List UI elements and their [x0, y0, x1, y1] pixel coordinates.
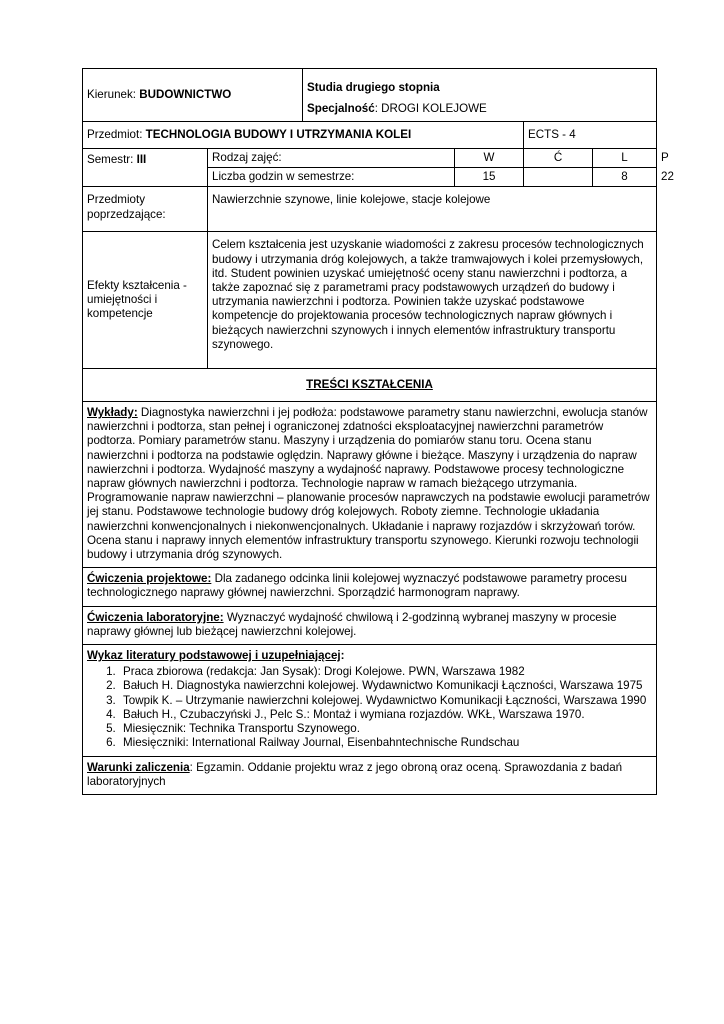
- ects-cell: ECTS - 4: [524, 122, 657, 149]
- poprzedzajace-label: Przedmioty poprzedzające:: [83, 187, 208, 232]
- syllabus-page: [82, 68, 674, 795]
- semestr-label: Semestr:: [87, 153, 137, 166]
- przedmiot-cell: [83, 122, 524, 149]
- literatura-item: 5. Miesięcznik: Technika Transportu Szynowego.: [119, 722, 652, 736]
- hours-c: [524, 168, 593, 187]
- projektowe-cell: [83, 568, 657, 606]
- literatura-cell: [83, 645, 657, 756]
- laboratoryjne-text: Wyznaczyć wydajność chwilową i 2-godzinną wybranej maszyny w procesie naprawy głównej lub bieżącej nawierzchni kolejowej.: [87, 610, 617, 638]
- literatura-item: 6. Miesięczniki: International Railway Journal, Eisenbahntechnische Rundschau: [119, 736, 652, 750]
- warunki-row: [83, 756, 657, 794]
- semestr-value: III: [136, 153, 147, 166]
- warunki-label: Warunki zaliczenia: [87, 760, 190, 774]
- kierunek-value: BUDOWNICTWO: [139, 87, 232, 101]
- przedmiot-label: Przedmiot:: [87, 127, 146, 141]
- literatura-item: 2. Bałuch H. Diagnostyka nawierzchni kolejowej. Wydawnictwo Komunikacji Łączności, Warszawa 1975: [119, 679, 652, 693]
- godziny-row: Liczba godzin w semestrze: 15 8 22: [83, 168, 657, 187]
- hours-w: 15: [455, 168, 524, 187]
- literatura-row: [83, 645, 657, 756]
- warunki-text: : Egzamin. Oddanie projektu wraz z jego obroną oraz oceną. Sprawozdania z badań laboratoryjnych: [87, 760, 623, 788]
- wyklady-label: Wykłady:: [87, 406, 138, 420]
- hours-l: 8: [593, 168, 657, 187]
- header-row: [83, 69, 657, 122]
- warunki-cell: [83, 756, 657, 794]
- tresci-title: TREŚCI KSZTAŁCENIA: [83, 369, 657, 402]
- literatura-heading: [87, 649, 652, 663]
- col-l-header: L: [593, 149, 657, 168]
- laboratoryjne-cell: [83, 606, 657, 644]
- projektowe-text: Dla zadanego odcinka linii kolejowej wyznaczyć podstawowe parametry procesu technologicznego naprawy głównej nawierzchni. Sporządzić harmonogram naprawy.: [87, 572, 627, 600]
- literatura-item: 1. Praca zbiorowa (redakcja: Jan Sysak): Drogi Kolejowe. PWN, Warszawa 1982: [119, 665, 652, 679]
- kierunek-cell: [83, 69, 303, 122]
- efekty-label: Efekty kształcenia - umiejętności i kompetencje: [83, 232, 208, 369]
- tresci-row: [83, 369, 657, 402]
- poprzedzajace-value: Nawierzchnie szynowe, linie kolejowe, stacje kolejowe: [208, 187, 657, 232]
- przedmiot-value: TECHNOLOGIA BUDOWY I UTRZYMANIA KOLEI: [145, 127, 412, 141]
- literatura-item: 4. Bałuch H., Czubaczyński J., Pelc S.: Montaż i wymiana rozjazdów. WKŁ, Warszawa 1970.: [119, 708, 652, 722]
- projektowe-label: Ćwiczenia projektowe:: [87, 572, 212, 586]
- rodzaj-label: Rodzaj zajęć:: [208, 149, 455, 168]
- wyklady-text: Diagnostyka nawierzchni i jej podłoża: podstawowe parametry stanu nawierzchni, ewolucja stanów nawierzchni i podtorza, stan pełnej i ograniczonej zdatności eksploatacyjnej nawierzchni parametrów podtorza. Pomiary parametrów stanu. Maszyny i urządzenia do pomiarów stanu toru. Ocena stanu nawierzchni i podtorza na podstawie oględzin. Naprawy główne i bieżące. Maszyny i urządzenia do napraw nawierzchni i podtorza. Wydajność maszyny a wydajność naprawy. Podstawowe procesy technologiczne napraw głównych nawierzchni i podtorza. Technologie napraw w ramach bieżącego utrzymania. Programowanie napraw nawierzchni – planowanie procesów naprawczych na podstawie ewolucji parametrów jej stanu. Podstawowe technologie budowy dróg kolejowych. Roboty ziemne. Technologie układania nawierzchni konwencjonalnych i niekonwencjonalnych. Układanie i naprawy rozjazdów i skrzyżowań torów. Ocena stanu i naprawy innych elementów infrastruktury transportu szynowego. Kierunki rozwoju technologii budowy i utrzymania dróg szynowych.: [87, 406, 650, 562]
- col-c-header: Ć: [524, 149, 593, 168]
- semestr-cell: [83, 149, 208, 187]
- godziny-label: Liczba godzin w semestrze:: [208, 168, 455, 187]
- semestr-row: Semestr: III Rodzaj zajęć: W Ć L P: [83, 149, 657, 168]
- col-w-header: W: [455, 149, 524, 168]
- literatura-colon: :: [340, 649, 345, 663]
- laboratoryjne-label: Ćwiczenia laboratoryjne:: [87, 610, 224, 624]
- projektowe-row: [83, 568, 657, 606]
- efekty-value: Celem kształcenia jest uzyskanie wiadomości z zakresu procesów technologicznych budowy i utrzymania dróg kolejowych, a także tramwajowych i kolei przemysłowych, itd. Student powinien uzyskać umiejętność oceny stanu nawierzchni i podtorza, a także zapoznać się z parametrami pracy podstawowych urządzeń do budowy i utrzymania nawierzchni i podtorza. Powinien także uzyskać podstawowe kompetencje do projektowania procesów technologicznych napraw głównych i bieżących nawierzchni szynowych i innych elementów infrastruktury transportu szynowego.: [208, 232, 657, 369]
- poprzedzajace-row: [83, 187, 657, 232]
- laboratoryjne-row: [83, 606, 657, 644]
- przedmiot-row: [83, 122, 657, 149]
- literatura-label: Wykaz literatury podstawowej i uzupełniającej: [87, 649, 341, 663]
- wyklady-row: [83, 402, 657, 568]
- studia-cell: [303, 69, 657, 122]
- kierunek-label: Kierunek:: [87, 87, 140, 101]
- specjalnosc-label: Specjalność: [307, 102, 375, 115]
- wyklady-cell: [83, 402, 657, 568]
- syllabus-table: [82, 68, 674, 795]
- studia-level: Studia drugiego stopnia: [307, 81, 440, 94]
- specjalnosc-line: [307, 98, 652, 119]
- efekty-row: [83, 232, 657, 369]
- literatura-item: 3. Towpik K. – Utrzymanie nawierzchni kolejowej. Wydawnictwo Komunikacji Łączności, Warszawa 1990: [119, 694, 652, 708]
- literatura-list: [87, 665, 652, 750]
- specjalnosc-value: : DROGI KOLEJOWE: [374, 102, 487, 115]
